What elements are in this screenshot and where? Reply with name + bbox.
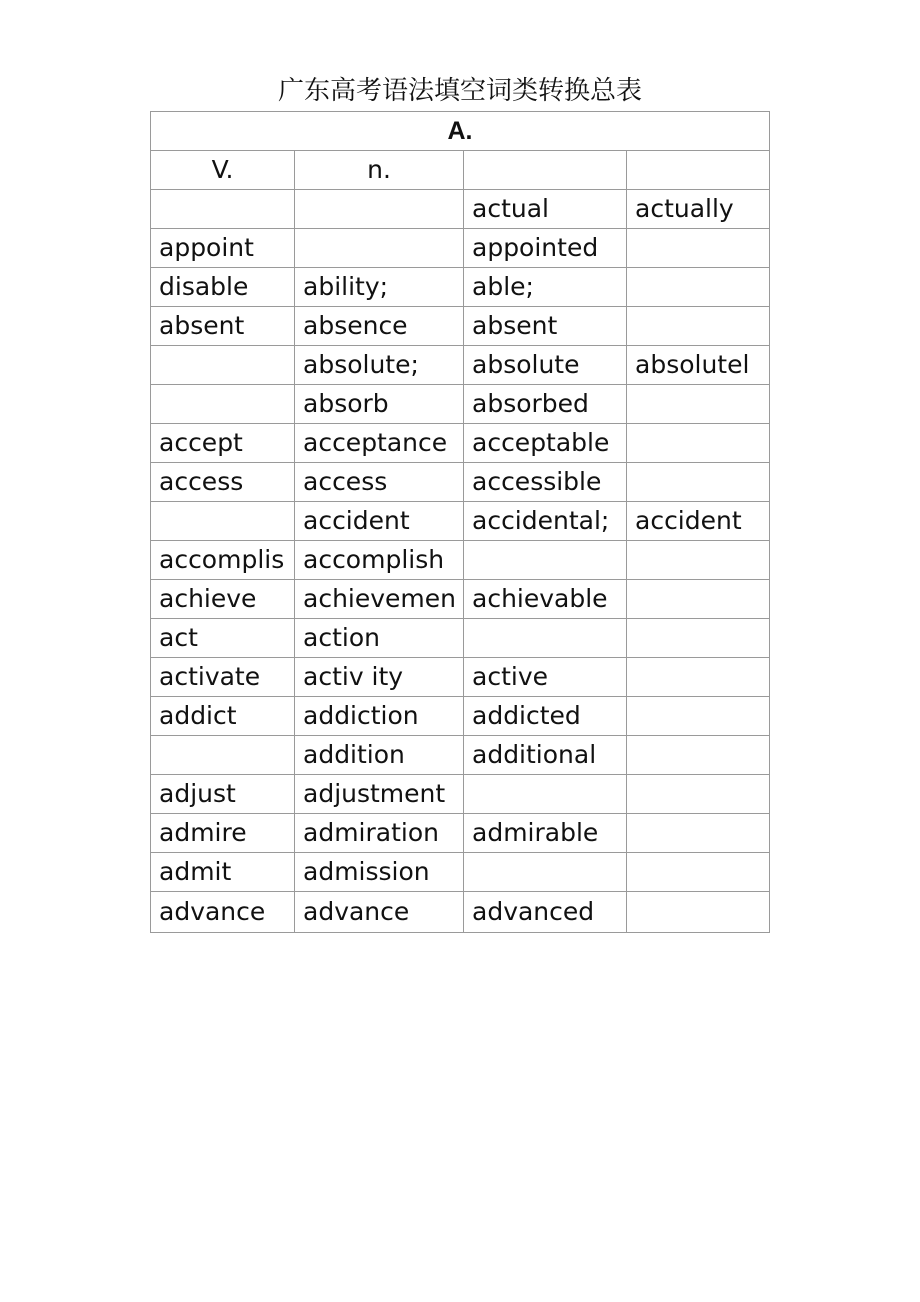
adjective-cell: accidental; bbox=[464, 502, 627, 541]
noun-cell: access bbox=[295, 463, 464, 502]
adjective-cell: appointed bbox=[464, 229, 627, 268]
verb-cell bbox=[151, 385, 295, 424]
verb-cell: achieve bbox=[151, 580, 295, 619]
adverb-cell bbox=[627, 307, 770, 346]
adverb-cell bbox=[627, 892, 770, 933]
noun-cell: accomplish bbox=[295, 541, 464, 580]
verb-cell bbox=[151, 502, 295, 541]
noun-cell: admission bbox=[295, 853, 464, 892]
noun-cell: achievemen bbox=[295, 580, 464, 619]
adverb-cell: actually bbox=[627, 190, 770, 229]
adverb-cell bbox=[627, 463, 770, 502]
noun-cell bbox=[295, 229, 464, 268]
table-row bbox=[151, 424, 770, 463]
table-row bbox=[151, 229, 770, 268]
verb-cell: act bbox=[151, 619, 295, 658]
adverb-cell: absolutel bbox=[627, 346, 770, 385]
adverb-cell bbox=[627, 541, 770, 580]
adjective-cell: absolute bbox=[464, 346, 627, 385]
table-row bbox=[151, 619, 770, 658]
adverb-cell bbox=[627, 814, 770, 853]
table-row bbox=[151, 346, 770, 385]
noun-cell: ability; bbox=[295, 268, 464, 307]
adverb-cell bbox=[627, 736, 770, 775]
header-cell-noun: n. bbox=[295, 151, 464, 190]
noun-cell: admiration bbox=[295, 814, 464, 853]
table-row bbox=[151, 697, 770, 736]
adverb-cell bbox=[627, 385, 770, 424]
header-cell-verb: V. bbox=[151, 151, 295, 190]
adjective-cell: active bbox=[464, 658, 627, 697]
adjective-cell bbox=[464, 541, 627, 580]
noun-cell bbox=[295, 190, 464, 229]
noun-cell: action bbox=[295, 619, 464, 658]
noun-cell: addiction bbox=[295, 697, 464, 736]
verb-cell: advance bbox=[151, 892, 295, 933]
verb-cell: admit bbox=[151, 853, 295, 892]
header-row bbox=[151, 151, 770, 190]
verb-cell: accomplis bbox=[151, 541, 295, 580]
header-cell-3 bbox=[464, 151, 627, 190]
noun-cell: advance bbox=[295, 892, 464, 933]
adverb-cell bbox=[627, 424, 770, 463]
adverb-cell bbox=[627, 775, 770, 814]
verb-cell: access bbox=[151, 463, 295, 502]
verb-cell: accept bbox=[151, 424, 295, 463]
adjective-cell bbox=[464, 619, 627, 658]
table-row bbox=[151, 736, 770, 775]
verb-cell: admire bbox=[151, 814, 295, 853]
table-row bbox=[151, 853, 770, 892]
page-title: 广东高考语法填空词类转换总表 bbox=[277, 76, 642, 106]
verb-cell bbox=[151, 736, 295, 775]
noun-cell: absolute; bbox=[295, 346, 464, 385]
adjective-cell bbox=[464, 775, 627, 814]
noun-cell: accident bbox=[295, 502, 464, 541]
table-row bbox=[151, 892, 770, 933]
adjective-cell: accessible bbox=[464, 463, 627, 502]
verb-cell: adjust bbox=[151, 775, 295, 814]
noun-cell: addition bbox=[295, 736, 464, 775]
noun-cell: acceptance bbox=[295, 424, 464, 463]
table-row bbox=[151, 190, 770, 229]
noun-cell: absorb bbox=[295, 385, 464, 424]
verb-cell: absent bbox=[151, 307, 295, 346]
noun-cell: activ ity bbox=[295, 658, 464, 697]
adverb-cell: accident bbox=[627, 502, 770, 541]
adjective-cell: addicted bbox=[464, 697, 627, 736]
table-row bbox=[151, 580, 770, 619]
adjective-cell bbox=[464, 853, 627, 892]
verb-cell bbox=[151, 346, 295, 385]
table-row bbox=[151, 658, 770, 697]
table-row bbox=[151, 814, 770, 853]
adverb-cell bbox=[627, 229, 770, 268]
adjective-cell: achievable bbox=[464, 580, 627, 619]
adverb-cell bbox=[627, 619, 770, 658]
adjective-cell: advanced bbox=[464, 892, 627, 933]
table-row bbox=[151, 385, 770, 424]
header-cell-4 bbox=[627, 151, 770, 190]
table-row bbox=[151, 541, 770, 580]
adverb-cell bbox=[627, 853, 770, 892]
adjective-cell: admirable bbox=[464, 814, 627, 853]
adjective-cell: actual bbox=[464, 190, 627, 229]
adverb-cell bbox=[627, 268, 770, 307]
adjective-cell: absorbed bbox=[464, 385, 627, 424]
section-heading: A. bbox=[151, 112, 770, 151]
table-row bbox=[151, 463, 770, 502]
adjective-cell: absent bbox=[464, 307, 627, 346]
section-row bbox=[151, 112, 770, 151]
verb-cell bbox=[151, 190, 295, 229]
adjective-cell: additional bbox=[464, 736, 627, 775]
table-row bbox=[151, 775, 770, 814]
adjective-cell: acceptable bbox=[464, 424, 627, 463]
verb-cell: disable bbox=[151, 268, 295, 307]
word-conversion-table bbox=[150, 111, 770, 933]
adverb-cell bbox=[627, 658, 770, 697]
table-row bbox=[151, 307, 770, 346]
adverb-cell bbox=[627, 697, 770, 736]
adverb-cell bbox=[627, 580, 770, 619]
verb-cell: appoint bbox=[151, 229, 295, 268]
verb-cell: addict bbox=[151, 697, 295, 736]
adjective-cell: able; bbox=[464, 268, 627, 307]
noun-cell: adjustment bbox=[295, 775, 464, 814]
verb-cell: activate bbox=[151, 658, 295, 697]
noun-cell: absence bbox=[295, 307, 464, 346]
table-row bbox=[151, 502, 770, 541]
table-row bbox=[151, 268, 770, 307]
